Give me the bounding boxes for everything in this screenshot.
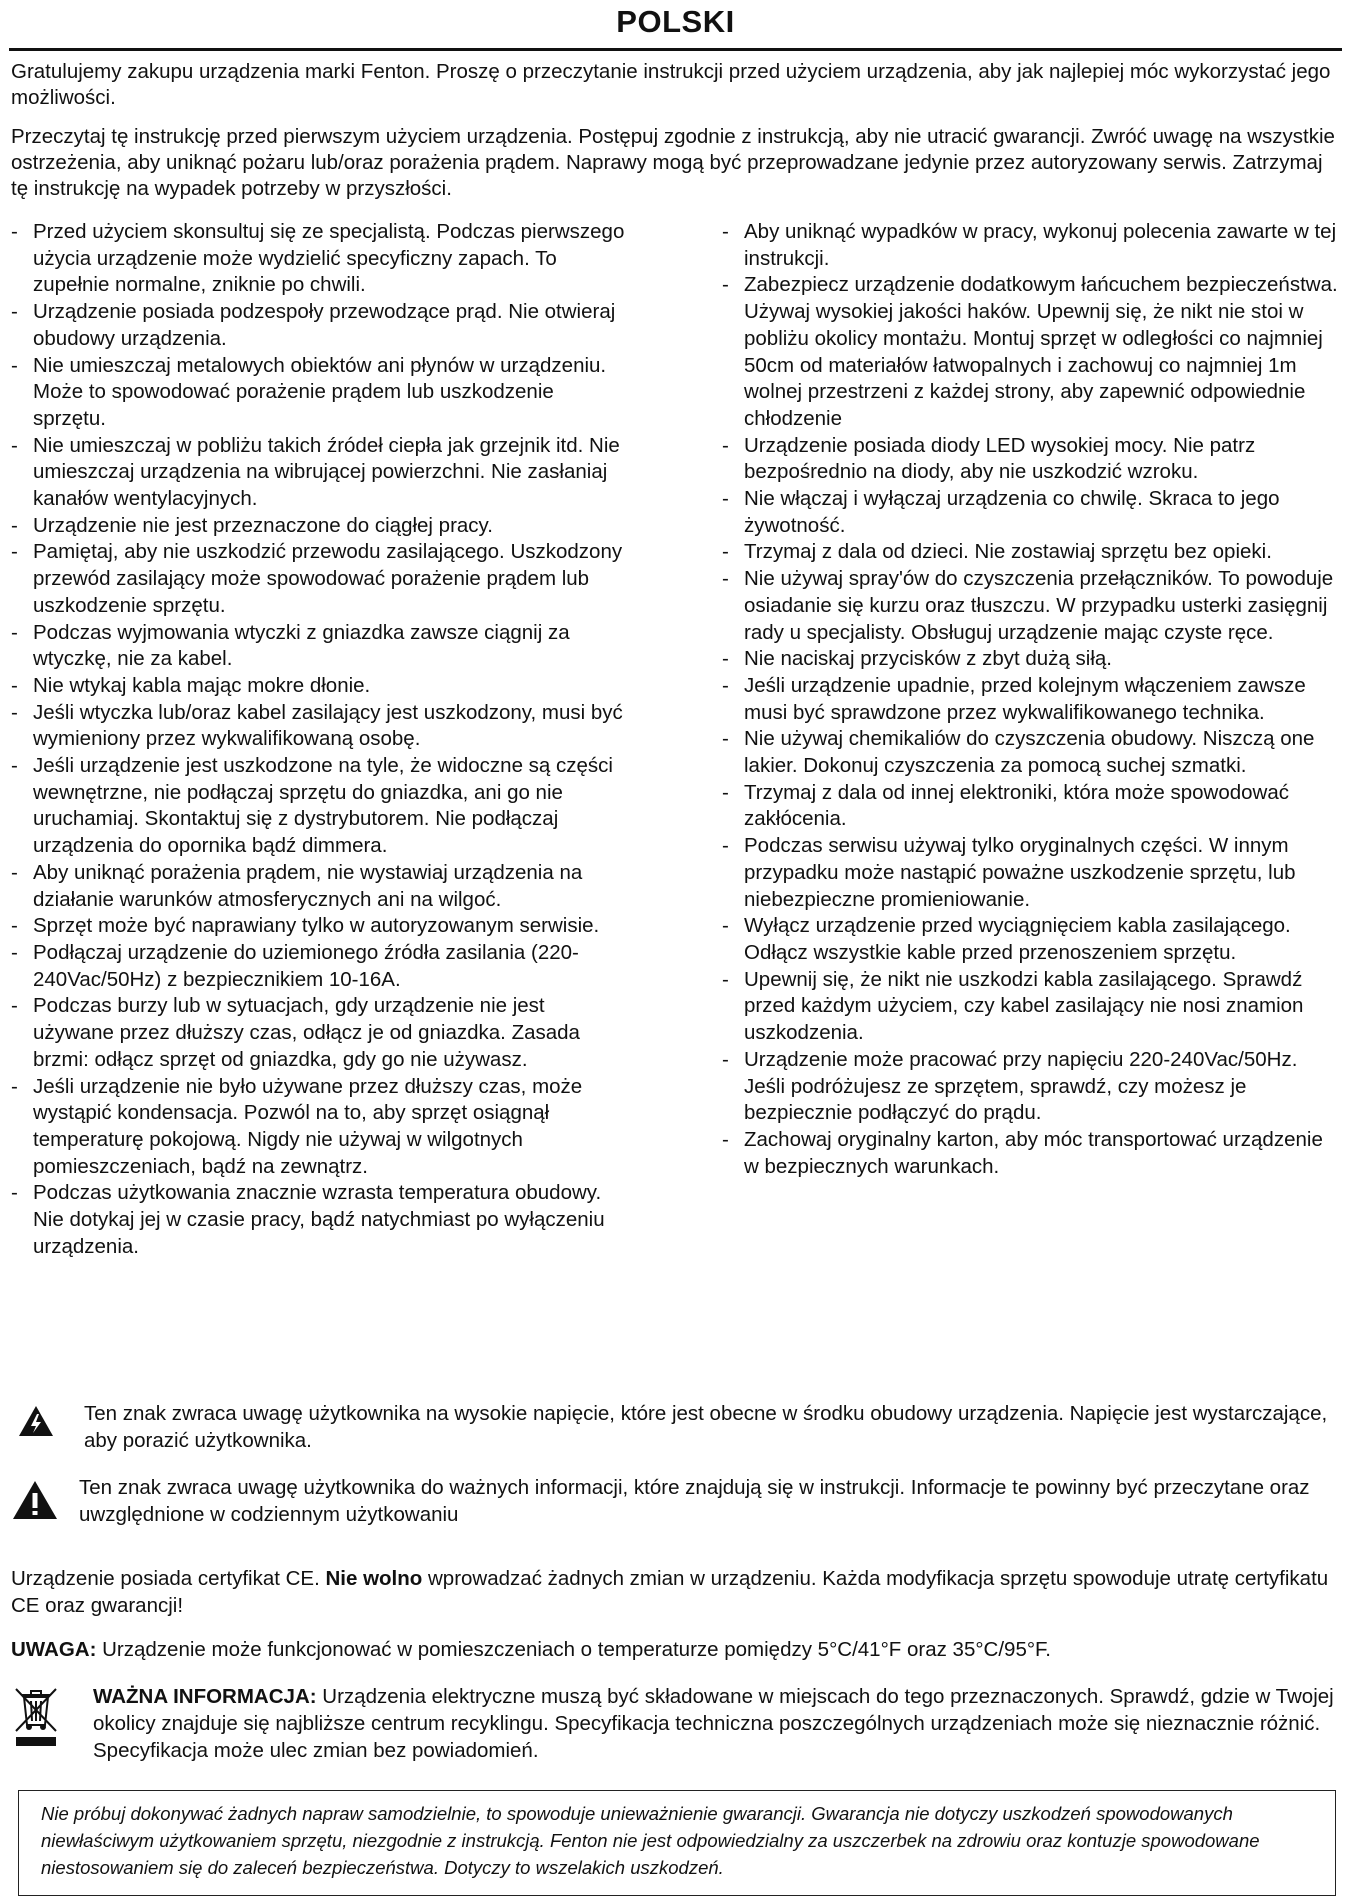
recycling-text: Urządzenia elektryczne muszą być składowane w miejscach do tego przeznaczonych. Sprawdź, gdzie w Twojej okolicy znajduje się najbliższe centrum recyklingu. Specyfikacja techniczna poszczególnych urządzeniach może się nieznacznie różnić. Specyfikacja może ulec zmian bez powiadomień. [93, 1685, 1334, 1762]
safety-item-text: Jeśli urządzenie jest uszkodzone na tyle, że widoczne są części wewnętrzne, nie podłączaj sprzętu do gniazdka, ani go nie uruchamiaj. Skontaktuj się z dystrybutorem. Nie podłączaj urządzenia do opornika bądź dimmera. [33, 754, 613, 858]
safety-item [11, 913, 631, 940]
safety-item [11, 700, 631, 753]
bullet-dash: - [11, 433, 18, 457]
bullet-dash: - [11, 754, 18, 778]
safety-item [722, 913, 1342, 966]
safety-item-text: Nie umieszczaj metalowych obiektów ani płynów w urządzeniu. Może to spowodować porażenie prądem lub uszkodzenie sprzętu. [33, 353, 607, 430]
ce-notice-lead: Urządzenie posiada certyfikat CE. [11, 1567, 320, 1590]
bullet-dash: - [11, 914, 18, 938]
safety-item-text: Aby uniknąć wypadków w pracy, wykonuj polecenia zawarte w tej instrukcji. [744, 220, 1337, 270]
safety-item-text: Nie włączaj i wyłączaj urządzenia co chwilę. Skraca to jego żywotność. [744, 487, 1280, 537]
safety-item-text: Jeśli urządzenie upadnie, przed kolejnym włączeniem zawsze musi być sprawdzone przez wykwalifikowanego technika. [744, 673, 1306, 724]
safety-item [11, 433, 631, 513]
safety-item [11, 513, 631, 540]
bullet-dash: - [11, 353, 18, 377]
disclaimer-text: Nie próbuj dokonywać żadnych napraw samodzielnie, to spowoduje unieważnienie gwarancji. Gwarancja nie dotyczy uszkodzeń spowodowanych niewłaściwym użytkowaniem sprzętu, niezgodnie z instrukcją. Fenton nie jest odpowiedzialny za uszczerbek na zdrowiu oraz kontuzje spowodowane niestosowaniem się do zaleceń bezpieczeństwa. Dotyczy to wszelakich uszkodzeń. [41, 1803, 1260, 1878]
page-title: POLSKI [616, 4, 735, 39]
safety-item-text: Podczas burzy lub w sytuacjach, gdy urządzenie nie jest używane przez dłuższy czas, odłącz je od gniazdka. Zasada brzmi: odłącz sprzęt od gniazdka, gdy go nie używasz. [33, 994, 580, 1071]
safety-item-text: Nie wtykaj kabla mając mokre dłonie. [33, 673, 371, 697]
safety-item-text: Przed użyciem skonsultuj się ze specjalistą. Podczas pierwszego użycia urządzenie może wydzielić specyficzny zapach. To zupełnie normalne, zniknie po chwili. [33, 220, 625, 297]
bullet-dash: - [722, 273, 729, 297]
bullet-dash: - [11, 513, 18, 537]
safety-item-text: Zachowaj oryginalny karton, aby móc transportować urządzenie w bezpiecznych warunkach. [744, 1127, 1323, 1178]
bullet-dash: - [11, 1074, 18, 1098]
safety-item [11, 673, 631, 700]
ce-notice-bold: Nie wolno [325, 1567, 423, 1590]
safety-item-text: Aby uniknąć porażenia prądem, nie wystawiaj urządzenia na działanie warunków atmosferycznych ani na wilgoć. [33, 860, 583, 911]
bullet-dash: - [722, 487, 729, 511]
title-divider [9, 48, 1342, 51]
caution-label: UWAGA: [11, 1638, 97, 1661]
safety-item [11, 539, 631, 619]
safety-item [11, 1074, 631, 1181]
safety-item [722, 967, 1342, 1047]
safety-item [722, 1127, 1342, 1180]
ce-notice-rest: wprowadzać żadnych zmian w urządzeniu. Każda modyfikacja sprzętu spowoduje utratę certyfikatu CE oraz gwarancji! [11, 1567, 1329, 1617]
safety-item-text: Podczas użytkowania znacznie wzrasta temperatura obudowy. Nie dotykaj jej w czasie pracy, bądź natychmiast po wyłączeniu urządzenia. [33, 1181, 605, 1258]
safety-item [722, 539, 1342, 566]
safety-item-text: Zabezpiecz urządzenie dodatkowym łańcuchem bezpieczeństwa. Używaj wysokiej jakości haków. Upewnij się, że nikt nie stoi w pobliżu okolicy montażu. Montuj sprzęt w odległości co najmniej 50cm od materiałów łatwopalnych i zachowuj co najmniej 1m wolnej przestrzeni z każdej strony, aby zapewnić odpowiednie chłodzenie [744, 273, 1338, 430]
bullet-dash: - [722, 1127, 729, 1151]
safety-item-text: Podczas serwisu używaj tylko oryginalnych części. W innym przypadku może nastąpić poważne uszkodzenie sprzętu, lub niebezpieczne promieniowanie. [744, 834, 1296, 911]
safety-item [722, 646, 1342, 673]
safety-item-text: Nie używaj chemikaliów do czyszczenia obudowy. Niszczą one lakier. Dokonuj czyszczenia za pomocą suchej szmatki. [744, 727, 1315, 778]
safety-item [722, 486, 1342, 539]
ce-notice [11, 1565, 1341, 1619]
safety-item [722, 726, 1342, 779]
safety-item [11, 299, 631, 352]
safety-item-text: Urządzenie posiada podzespoły przewodzące prąd. Nie otwieraj obudowy urządzenia. [33, 300, 616, 350]
bullet-dash: - [11, 540, 18, 564]
intro-paragraph-1: Gratulujemy zakupu urządzenia marki Fenton. Proszę o przeczytanie instrukcji przed użyciem urządzenia, aby jak najlepiej móc wykorzystać jego możliwości. [11, 60, 1331, 109]
safety-item-text: Podłączaj urządzenie do uziemionego źródła zasilania (220-240Vac/50Hz) z bezpiecznikiem 10-16A. [33, 940, 579, 991]
info-warning-text: Ten znak zwraca uwagę użytkownika do ważnych informacji, które znajdują się w instrukcji. Informacje te powinny być przeczytane oraz uwzględnione w codziennym użytkowaniu [79, 1476, 1310, 1526]
intro-paragraph-2: Przeczytaj tę instrukcję przed pierwszym użyciem urządzenia. Postępuj zgodnie z instrukcją, aby nie utracić gwarancji. Zwróć uwagę na wszystkie ostrzeżenia, aby uniknąć pożaru lub/oraz porażenia prądem. Naprawy mogą być przeprowadzane jedynie przez autoryzowany serwis. Zatrzymaj tę instrukcję na wypadek potrzeby w przyszłości. [11, 125, 1335, 200]
safety-item [11, 993, 631, 1073]
bullet-dash: - [722, 1047, 729, 1071]
safety-item [722, 566, 1342, 646]
safety-item [11, 1180, 631, 1260]
safety-item [722, 219, 1342, 272]
safety-item [11, 940, 631, 993]
safety-item [11, 219, 631, 299]
bullet-dash: - [722, 834, 729, 858]
caution-text: Urządzenie może funkcjonować w pomieszczeniach o temperaturze pomiędzy 5°C/41°F oraz 35°C/95°F. [102, 1638, 1052, 1661]
safety-item [722, 433, 1342, 486]
safety-item-text: Upewnij się, że nikt nie uszkodzi kabla zasilającego. Sprawdź przed każdym użyciem, czy kabel zasilający nie nosi znamion uszkodzenia. [744, 967, 1304, 1045]
safety-item-text: Jeśli urządzenie nie było używane przez dłuższy czas, może wystąpić kondensacja. Pozwól na to, aby sprzęt osiągnął temperaturę pokojową. Nigdy nie używaj w wilgotnych pomieszczeniach, bądź na zewnątrz. [33, 1074, 583, 1178]
weee-crossed-bin-icon [14, 1685, 58, 1749]
bullet-dash: - [722, 780, 729, 804]
right-safety-column [722, 219, 1342, 1180]
bullet-dash: - [11, 220, 18, 243]
safety-item-text: Nie naciskaj przycisków z zbyt dużą siłą. [744, 647, 1112, 671]
bullet-dash: - [11, 620, 18, 644]
recycling-notice [93, 1683, 1343, 1764]
bullet-dash: - [722, 967, 729, 991]
bullet-dash: - [722, 647, 729, 671]
high-voltage-warning-icon [18, 1405, 54, 1437]
recycling-label: WAŻNA INFORMACJA: [93, 1685, 317, 1708]
safety-item [722, 833, 1342, 913]
safety-item [11, 753, 631, 860]
bullet-dash: - [11, 860, 18, 884]
caution-notice [11, 1637, 1341, 1663]
safety-item [722, 673, 1342, 726]
bullet-dash: - [722, 567, 729, 591]
safety-item-text: Wyłącz urządzenie przed wyciągnięciem kabla zasilającego. Odłącz wszystkie kable przed przenoszeniem sprzętu. [744, 914, 1291, 964]
safety-item-text: Urządzenie posiada diody LED wysokiej mocy. Nie patrz bezpośrednio na diody, aby nie uszkodzić wzroku. [744, 433, 1256, 484]
safety-item-text: Nie używaj spray'ów do czyszczenia przełączników. To powoduje osiadanie się kurzu oraz tłuszczu. W przypadku usterki zasięgnij rady u specjalisty. Obsługuj urządzenie mając czyste ręce. [744, 567, 1334, 644]
voltage-warning-text: Ten znak zwraca uwagę użytkownika na wysokie napięcie, które jest obecne w środku obudowy urządzenia. Napięcie jest wystarczające, aby porazić użytkownika. [84, 1402, 1328, 1452]
bullet-dash: - [11, 300, 18, 324]
safety-item [11, 353, 631, 433]
bullet-dash: - [11, 940, 18, 964]
bullet-dash: - [722, 220, 729, 243]
safety-item-text: Pamiętaj, aby nie uszkodzić przewodu zasilającego. Uszkodzony przewód zasilający może spowodować porażenie prądem lub uszkodzenie sprzętu. [33, 540, 623, 617]
safety-item [11, 860, 631, 913]
safety-item-text: Jeśli wtyczka lub/oraz kabel zasilający jest uszkodzony, musi być wymieniony przez wykwalifikowaną osobę. [33, 700, 623, 751]
bullet-dash: - [722, 673, 729, 697]
bullet-dash: - [722, 914, 729, 938]
safety-item [722, 1047, 1342, 1127]
left-safety-column [11, 219, 631, 1260]
bullet-dash: - [11, 1181, 18, 1205]
safety-item-text: Trzymaj z dala od innej elektroniki, która może spowodować zakłócenia. [744, 780, 1290, 831]
safety-item-text: Sprzęt może być naprawiany tylko w autoryzowanym serwisie. [33, 914, 600, 938]
safety-item-text: Trzymaj z dala od dzieci. Nie zostawiaj sprzętu bez opieki. [744, 540, 1272, 564]
safety-item-text: Urządzenie może pracować przy napięciu 220-240Vac/50Hz. Jeśli podróżujesz ze sprzętem, sprawdź, czy możesz je bezpiecznie podłączyć do prądu. [744, 1047, 1298, 1125]
safety-item [722, 272, 1342, 432]
safety-item [722, 780, 1342, 833]
bullet-dash: - [11, 700, 18, 724]
bullet-dash: - [11, 994, 18, 1018]
bullet-dash: - [722, 433, 729, 457]
bullet-dash: - [11, 673, 18, 697]
bullet-dash: - [722, 540, 729, 564]
safety-item-text: Podczas wyjmowania wtyczki z gniazdka zawsze ciągnij za wtyczkę, nie za kabel. [33, 620, 570, 671]
safety-item-text: Urządzenie nie jest przeznaczone do ciągłej pracy. [33, 513, 493, 537]
safety-item-text: Nie umieszczaj w pobliżu takich źródeł ciepła jak grzejnik itd. Nie umieszczaj urządzenia na wibrującej powierzchni. Nie zasłaniaj kanałów wentylacyjnych. [33, 433, 620, 511]
safety-item [11, 620, 631, 673]
bullet-dash: - [722, 727, 729, 751]
exclamation-warning-icon [12, 1480, 58, 1520]
